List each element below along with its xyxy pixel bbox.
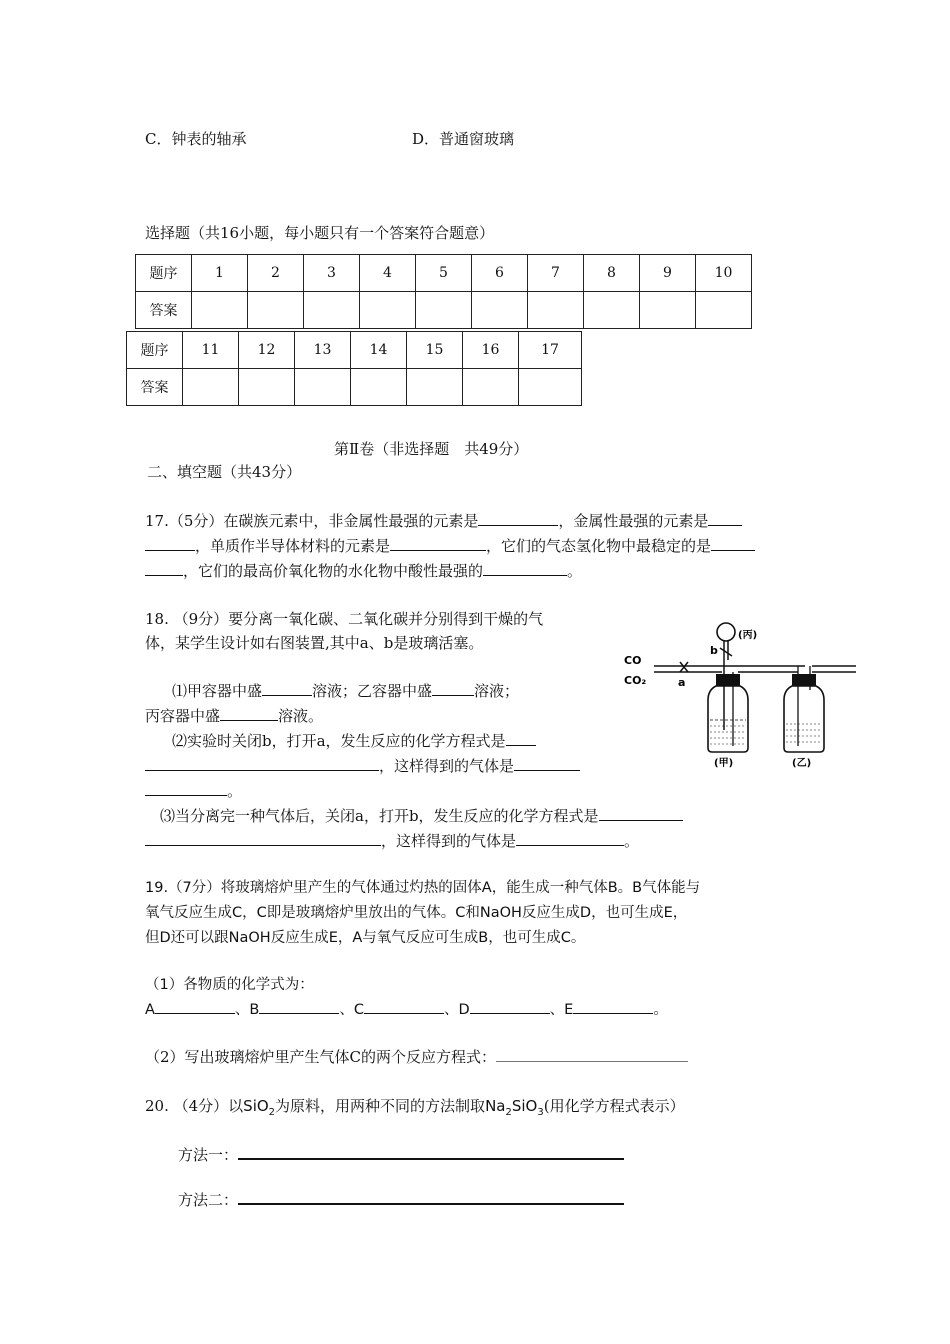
question-number: 5	[416, 255, 472, 292]
q18-line8	[160, 805, 683, 826]
formula-label: A	[145, 1002, 155, 1018]
formula-label: 、B	[234, 1002, 260, 1018]
q17-text: ，金属性最强的元素是	[558, 512, 709, 530]
answer-blank[interactable]	[711, 535, 755, 551]
q17-text: 。	[567, 562, 583, 580]
q17-text: 17.（5分）在碳族元素中，非金属性最强的元素是	[145, 512, 479, 530]
answer-blank[interactable]	[506, 730, 536, 746]
question-number: 9	[640, 255, 696, 292]
answer-blank[interactable]	[573, 998, 653, 1014]
q19-line1: 19.（7分）将玻璃熔炉里产生的气体通过灼热的固体A，能生成一种气体B。B气体能与	[145, 880, 701, 896]
answer-blank[interactable]	[145, 780, 227, 796]
question-number: 4	[360, 255, 416, 292]
question-number: 8	[584, 255, 640, 292]
answer-blank[interactable]	[259, 998, 339, 1014]
answer-blank[interactable]	[145, 830, 381, 846]
answer-blank[interactable]	[470, 998, 550, 1014]
row-label-num: 题序	[127, 332, 183, 369]
label-co: CO	[624, 654, 642, 667]
method-2	[178, 1188, 624, 1210]
label-bing: (丙)	[738, 630, 758, 641]
answer-cell[interactable]	[463, 369, 519, 406]
answer-blank[interactable]	[238, 1143, 624, 1160]
answer-cell[interactable]	[528, 292, 584, 329]
formula-end: 。	[653, 1002, 668, 1018]
apparatus-figure	[620, 620, 860, 770]
question-number: 3	[304, 255, 360, 292]
q19-line4: （1）各物质的化学式为：	[145, 977, 314, 993]
table-row	[127, 332, 582, 369]
answer-cell[interactable]	[248, 292, 304, 329]
answer-blank[interactable]	[496, 1046, 688, 1062]
answer-blank[interactable]	[432, 680, 474, 696]
q18-line4	[145, 705, 323, 726]
answer-cell[interactable]	[295, 369, 351, 406]
row-label-ans: 答案	[136, 292, 192, 329]
answer-cell[interactable]	[183, 369, 239, 406]
question-number: 2	[248, 255, 304, 292]
q17-text: ，它们的气态氢化物中最稳定的是	[486, 537, 712, 555]
formula-na2sio3: $Na_2SiO_3$	[485, 1097, 544, 1118]
q18-text: ，这样得到的气体是	[379, 757, 515, 775]
q17-line1	[145, 510, 742, 531]
q19-line5	[145, 998, 668, 1019]
answer-blank[interactable]	[364, 998, 444, 1014]
question-number: 15	[407, 332, 463, 369]
answer-cell[interactable]	[416, 292, 472, 329]
q17-text: ，单质作半导体材料的元素是	[195, 537, 391, 555]
q18-line1: 18. （9分）要分离一氧化碳、二氧化碳并分别得到干燥的气	[145, 610, 544, 628]
part2-title: 第Ⅱ卷（非选择题 共49分）	[334, 440, 529, 458]
answer-cell[interactable]	[696, 292, 752, 329]
question-number: 13	[295, 332, 351, 369]
q18-line9	[145, 830, 639, 851]
option-c: C．钟表的轴承	[145, 130, 247, 148]
q18-line7	[145, 780, 242, 801]
q18-text: ⑶当分离完一种气体后，关闭a，打开b，发生反应的化学方程式是	[160, 807, 599, 825]
q20-line1	[145, 1095, 685, 1118]
answer-cell[interactable]	[472, 292, 528, 329]
q20-text: 为原料，用两种不同的方法制取	[275, 1097, 486, 1115]
q18-text: ⑴甲容器中盛	[172, 682, 263, 700]
formula-label: 、D	[444, 1002, 470, 1018]
answer-blank[interactable]	[145, 560, 183, 576]
answer-cell[interactable]	[360, 292, 416, 329]
answer-blank[interactable]	[155, 998, 235, 1014]
answer-table-1	[135, 254, 752, 329]
answer-blank[interactable]	[390, 535, 486, 551]
answer-cell[interactable]	[304, 292, 360, 329]
answer-cell[interactable]	[584, 292, 640, 329]
answer-cell[interactable]	[239, 369, 295, 406]
q18-line2: 体，某学生设计如右图装置,其中a、b是玻璃活塞。	[145, 634, 484, 652]
answer-blank[interactable]	[478, 510, 558, 526]
formula-sio2: SiO$_2$	[243, 1097, 276, 1118]
question-number: 1	[192, 255, 248, 292]
q18-line6	[145, 755, 580, 776]
label-co2: CO₂	[624, 674, 647, 687]
q18-text: ，这样得到的气体是	[381, 832, 517, 850]
question-number: 14	[351, 332, 407, 369]
answer-blank[interactable]	[599, 805, 683, 821]
q18-line5	[172, 730, 536, 751]
row-label-num: 题序	[136, 255, 192, 292]
q18-text: 。	[624, 832, 640, 850]
question-number: 10	[696, 255, 752, 292]
answer-blank[interactable]	[516, 830, 624, 846]
question-number: 6	[472, 255, 528, 292]
q18-text: 丙容器中盛	[145, 707, 221, 725]
answer-blank[interactable]	[238, 1188, 624, 1205]
method-2-label: 方法二：	[178, 1191, 239, 1209]
answer-cell[interactable]	[351, 369, 407, 406]
q20-text: 20. （4分）以	[145, 1097, 244, 1115]
table-row	[136, 255, 752, 292]
q18-text: 。	[227, 782, 243, 800]
answer-blank[interactable]	[220, 705, 278, 721]
method-1	[178, 1143, 624, 1165]
q18-text: 溶液。	[278, 707, 324, 725]
table-row	[127, 369, 582, 406]
choice-section-title: 选择题（共16小题，每小题只有一个答案符合题意）	[145, 224, 495, 242]
formula-label: 、C	[339, 1002, 364, 1018]
answer-cell[interactable]	[192, 292, 248, 329]
answer-cell[interactable]	[640, 292, 696, 329]
q18-line3	[172, 680, 519, 701]
section-title: 二、填空题（共43分）	[147, 463, 302, 481]
q18-text: 溶液；	[474, 682, 520, 700]
q19-text: （2）写出玻璃熔炉里产生气体C的两个反应方程式：	[145, 1048, 497, 1066]
q17-text: ，它们的最高价氧化物的水化物中酸性最强的	[183, 562, 484, 580]
answer-blank[interactable]	[708, 510, 742, 526]
q18-text: 溶液；乙容器中盛	[312, 682, 433, 700]
answer-cell[interactable]	[519, 369, 582, 406]
answer-blank[interactable]	[145, 755, 379, 771]
answer-blank[interactable]	[514, 755, 580, 771]
question-number: 17	[519, 332, 582, 369]
label-jia: (甲)	[714, 758, 734, 769]
formula-label: 、E	[549, 1002, 574, 1018]
label-b: b	[710, 644, 718, 657]
option-d: D．普通窗玻璃	[412, 130, 515, 148]
answer-table-2	[126, 331, 582, 406]
method-1-label: 方法一：	[178, 1146, 239, 1164]
question-number: 16	[463, 332, 519, 369]
q19-line6	[145, 1046, 688, 1067]
answer-blank[interactable]	[483, 560, 567, 576]
q20-text: (用化学方程式表示）	[543, 1097, 685, 1115]
table-row	[136, 292, 752, 329]
q19-line2: 氧气反应生成C，C即是玻璃熔炉里放出的气体。C和NaOH反应生成D，也可生成E，	[145, 905, 688, 921]
question-number: 11	[183, 332, 239, 369]
q17-line2	[145, 535, 755, 556]
answer-cell[interactable]	[407, 369, 463, 406]
row-label-ans: 答案	[127, 369, 183, 406]
q19-line3: 但D还可以跟NaOH反应生成E，A与氧气反应可生成B，也可生成C。	[145, 930, 586, 946]
answer-blank[interactable]	[262, 680, 312, 696]
answer-blank[interactable]	[145, 535, 195, 551]
question-number: 12	[239, 332, 295, 369]
q18-text: ⑵实验时关闭b，打开a，发生反应的化学方程式是	[172, 732, 506, 750]
q17-line3	[145, 560, 582, 581]
label-a: a	[678, 676, 686, 689]
label-yi: (乙)	[792, 758, 812, 769]
question-number: 7	[528, 255, 584, 292]
